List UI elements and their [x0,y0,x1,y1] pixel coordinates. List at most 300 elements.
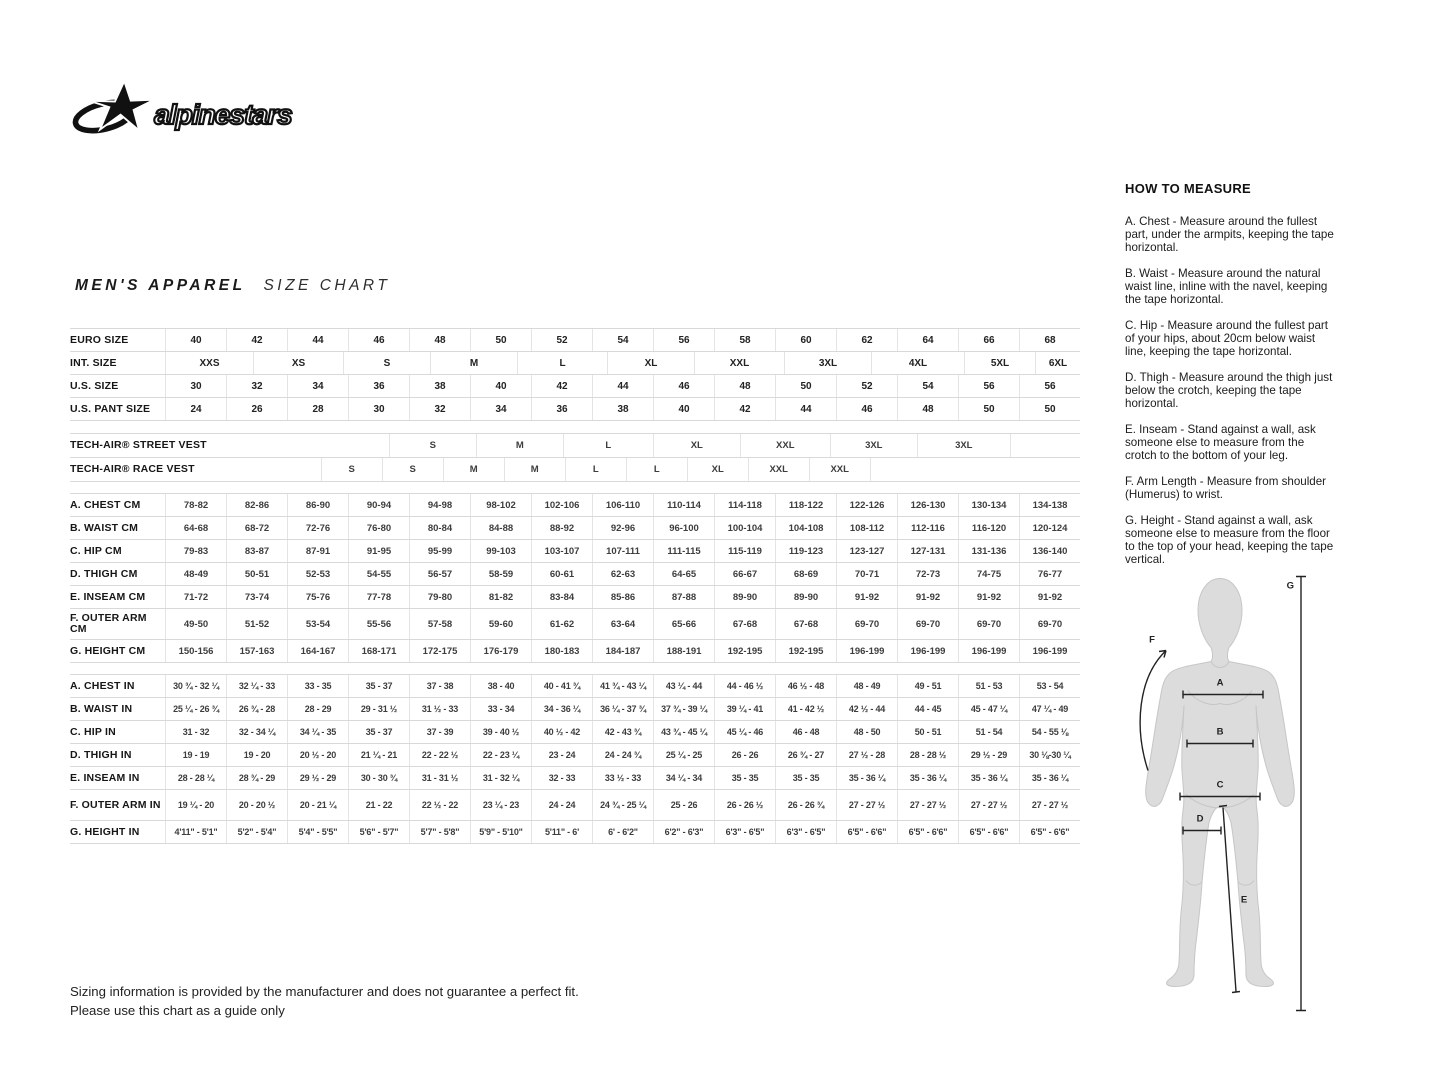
size-cell: 42 ½ - 44 [836,698,897,720]
size-cell: 19 - 19 [165,744,226,766]
measure-instruction-height: G. Height - Stand against a wall, ask someone else to measure from the floor to the top of your head, keeping the tape vertical. [1125,514,1334,566]
size-cell: 52-53 [287,563,348,585]
size-cell: 6'5" - 6'6" [958,821,1019,843]
size-cell: 33 ½ - 33 [592,767,653,789]
size-cell: 40 [470,375,531,397]
size-cell: 32 [409,398,470,420]
row-cells [165,767,1080,789]
row-label: F. OUTER ARM IN [70,798,161,811]
size-cell: 78-82 [165,494,226,516]
size-cell: 89-90 [775,586,836,608]
size-cell: 54-55 [348,563,409,585]
row-cells [165,586,1080,608]
row-label: TECH-AIR® RACE VEST [70,463,195,475]
size-cell: 19 ¼ - 20 [165,790,226,820]
size-cell: 157-163 [226,640,287,662]
row-label: B. WAIST IN [70,702,133,715]
size-cell: 104-108 [775,517,836,539]
size-cell: 31 ½ - 33 [409,698,470,720]
size-cell: S [389,434,476,457]
size-cell: 74-75 [958,563,1019,585]
size-cell: 46 [653,375,714,397]
row-label: U.S. PANT SIZE [70,402,151,415]
size-cell: 27 - 27 ½ [897,790,958,820]
size-cell: S [321,458,382,481]
size-cell: 44 - 46 ½ [714,675,775,697]
size-cell: 44 - 45 [897,698,958,720]
row-cells [165,517,1080,539]
size-cell: 122-126 [836,494,897,516]
size-cell: 28 - 28 ½ [897,744,958,766]
size-cell: 94-98 [409,494,470,516]
spacer-cell [1010,434,1126,457]
size-cell: XL [687,458,748,481]
size-cell: 66 [958,329,1019,351]
row-label: C. HIP IN [70,725,116,738]
size-cell: 131-136 [958,540,1019,562]
size-cell: 103-107 [531,540,592,562]
size-cell: 83-84 [531,586,592,608]
size-cell: 69-70 [1019,609,1080,639]
label-c: C [1216,779,1224,791]
size-cell: 35 - 35 [714,767,775,789]
row-cells [165,609,1080,639]
row-cells [165,375,1080,397]
size-cell: 111-115 [653,540,714,562]
size-cell: 73-74 [226,586,287,608]
size-cell: 62-63 [592,563,653,585]
size-cell: 77-78 [348,586,409,608]
size-cell: 30 ⅛-30 ¼ [1019,744,1080,766]
measure-instruction-arm: F. Arm Length - Measure from shoulder (Humerus) to wrist. [1125,475,1327,501]
size-cell: 50 [470,329,531,351]
alpinestars-star-icon [73,81,155,136]
table-row [70,721,1080,744]
page-title [75,277,390,295]
table-row [70,586,1080,609]
row-label: E. INSEAM CM [70,590,146,603]
size-cell: 4'11" - 5'1" [165,821,226,843]
size-cell: 44 [287,329,348,351]
size-cell: 26 - 26 ½ [714,790,775,820]
size-cell: 196-199 [897,640,958,662]
size-cell: 196-199 [836,640,897,662]
size-cell: 29 - 31 ½ [348,698,409,720]
size-cell: 110-114 [653,494,714,516]
size-cell: 90-94 [348,494,409,516]
size-cell: 25 ¼ - 26 ¾ [165,698,226,720]
size-cell: 127-131 [897,540,958,562]
size-cell: XL [653,434,740,457]
size-cell: 31 - 32 [165,721,226,743]
size-cell: 5'11" - 6' [531,821,592,843]
size-cell: 27 - 27 ½ [958,790,1019,820]
size-cell: 36 ¼ - 37 ¾ [592,698,653,720]
table-row [70,329,1080,352]
size-cell: 32 - 33 [531,767,592,789]
size-cell: 35 - 36 ¼ [1019,767,1080,789]
disclaimer [70,982,579,1020]
row-label: G. HEIGHT IN [70,825,140,838]
size-cell: 45 ¼ - 46 [714,721,775,743]
size-cell: 46 - 48 [775,721,836,743]
row-label: D. THIGH CM [70,567,138,580]
size-cell: 3XL [917,434,1010,457]
size-cell: 118-122 [775,494,836,516]
size-cell: 5'4" - 5'5" [287,821,348,843]
size-cell: 56 [1019,375,1080,397]
row-label: A. CHEST CM [70,498,141,511]
measure-instruction-hip: C. Hip - Measure around the fullest part of your hips, about 20cm below waist line, keeping the tape horizontal. [1125,319,1328,358]
table-row [70,563,1080,586]
size-cell: 52 [531,329,592,351]
size-cell: 46 [836,398,897,420]
size-cell: L [626,458,687,481]
size-cell: 62 [836,329,897,351]
size-cell: 91-92 [1019,586,1080,608]
size-cell: 28 - 28 ¼ [165,767,226,789]
size-cell: 96-100 [653,517,714,539]
measure-instruction-chest: A. Chest - Measure around the fullest part, under the armpits, keeping the tape horizontal. [1125,215,1334,254]
size-cell: 50-51 [226,563,287,585]
size-cell: 6'5" - 6'6" [836,821,897,843]
size-cell: 67-68 [775,609,836,639]
size-cell: 79-83 [165,540,226,562]
size-cell: 188-191 [653,640,714,662]
size-cell: 32 ¼ - 33 [226,675,287,697]
row-cells [165,398,1080,420]
size-cell: 65-66 [653,609,714,639]
size-cell: 99-103 [470,540,531,562]
row-cells [165,675,1080,697]
size-cell: 20 - 21 ¼ [287,790,348,820]
size-cell: 28 ¾ - 29 [226,767,287,789]
size-cell: 29 ½ - 29 [287,767,348,789]
size-cell: XXL [748,458,809,481]
row-cells [165,744,1080,766]
size-cell: 29 ½ - 29 [958,744,1019,766]
size-cell: 95-99 [409,540,470,562]
size-cell: 53-54 [287,609,348,639]
how-to-measure-heading: HOW TO MEASURE [1125,181,1252,196]
size-cell: 60-61 [531,563,592,585]
table-row [70,790,1080,821]
size-cell: XXL [694,352,784,374]
size-cell: 26 ¾ - 28 [226,698,287,720]
table-row [70,821,1080,844]
size-cell: 43 ¼ - 44 [653,675,714,697]
size-cell: 34 [470,398,531,420]
size-cell: 180-183 [531,640,592,662]
size-cell: 114-118 [714,494,775,516]
row-cells [165,563,1080,585]
size-cell: 6'3" - 6'5" [714,821,775,843]
row-label: INT. SIZE [70,356,117,369]
size-cell: 5'7" - 5'8" [409,821,470,843]
row-cells [165,721,1080,743]
row-cells [165,640,1080,662]
size-cell: 6XL [1035,352,1080,374]
size-cell: 33 - 34 [470,698,531,720]
size-cell: 46 ½ - 48 [775,675,836,697]
size-cell: 50 [958,398,1019,420]
size-cell: 63-64 [592,609,653,639]
size-cell: 39 ¼ - 41 [714,698,775,720]
size-cell: 54 [592,329,653,351]
table-row [70,744,1080,767]
logo-wordmark: alpinestars [154,99,292,130]
size-cell: 88-92 [531,517,592,539]
size-cell: 91-92 [958,586,1019,608]
size-cell: XXL [740,434,830,457]
size-cell: 87-91 [287,540,348,562]
size-cell: 27 ½ - 28 [836,744,897,766]
size-cell: 112-116 [897,517,958,539]
size-cell: 5'2" - 5'4" [226,821,287,843]
row-label: F. OUTER ARM CM [70,612,147,635]
size-cell: 35 - 35 [775,767,836,789]
row-label: C. HIP CM [70,544,122,557]
table-row [70,434,1080,458]
size-cell: 119-123 [775,540,836,562]
size-cell: 59-60 [470,609,531,639]
size-cell: 31 - 32 ¼ [470,767,531,789]
size-cell: 50 [775,375,836,397]
row-label: A. CHEST IN [70,679,135,692]
size-cell: 150-156 [165,640,226,662]
row-cells [165,698,1080,720]
size-cell: 164-167 [287,640,348,662]
row-cells [165,352,1080,374]
size-cell: 41 - 42 ½ [775,698,836,720]
size-cell: 37 ¾ - 39 ¼ [653,698,714,720]
size-cell: 48 [897,398,958,420]
size-cell: 19 - 20 [226,744,287,766]
size-cell: M [443,458,504,481]
title-sub: SIZE CHART [263,277,391,294]
size-cell: 39 - 40 ½ [470,721,531,743]
size-cell: 58-59 [470,563,531,585]
size-cell: 42 - 43 ¾ [592,721,653,743]
size-cell: 26 [226,398,287,420]
size-cell: 72-76 [287,517,348,539]
size-cell: 35 - 36 ¼ [897,767,958,789]
size-cell: 24 [165,398,226,420]
size-cell: 192-195 [775,640,836,662]
row-cells [165,329,1080,351]
size-cell: 32 - 34 ¼ [226,721,287,743]
size-cell: 56 [653,329,714,351]
size-cell: 192-195 [714,640,775,662]
row-cells [165,790,1080,820]
size-cell: 3XL [830,434,917,457]
size-cell: 48 [714,375,775,397]
table-block-in [70,674,1080,844]
row-cells [165,540,1080,562]
size-cell: 80-84 [409,517,470,539]
size-cell: L [563,434,653,457]
table-row [70,375,1080,398]
size-cell: 21 - 22 [348,790,409,820]
size-cell: 60 [775,329,836,351]
size-cell: 23 ¼ - 23 [470,790,531,820]
table-block-tech-air [70,433,1080,482]
spacer-cell [199,458,321,481]
table-row [70,540,1080,563]
size-cell: 54 - 55 ⅛ [1019,721,1080,743]
size-cell: 45 - 47 ¼ [958,698,1019,720]
height-line [1296,577,1306,1011]
size-cell: 196-199 [1019,640,1080,662]
size-cell: 42 [226,329,287,351]
size-cell: 34 - 36 ¼ [531,698,592,720]
spacer-cell [211,434,389,457]
size-cell: 6'2" - 6'3" [653,821,714,843]
size-cell: 35 - 36 ¼ [958,767,1019,789]
size-cell: 67-68 [714,609,775,639]
table-row [70,352,1080,375]
size-cell: 20 ½ - 20 [287,744,348,766]
size-cell: 136-140 [1019,540,1080,562]
size-cell: 168-171 [348,640,409,662]
size-cell: 30 [348,398,409,420]
row-cells [165,494,1080,516]
size-cell: 100-104 [714,517,775,539]
size-cell: 48 [409,329,470,351]
table-row [70,640,1080,663]
size-cell: 25 ¼ - 25 [653,744,714,766]
size-cell: 33 - 35 [287,675,348,697]
size-cell: 64-68 [165,517,226,539]
size-cell: 22 ½ - 22 [409,790,470,820]
row-cells [199,458,1114,481]
size-cell: 54 [897,375,958,397]
size-cell: 75-76 [287,586,348,608]
size-cell: XXS [165,352,253,374]
table-block-sizes [70,328,1080,421]
size-cell: 91-92 [897,586,958,608]
size-cell: 37 - 39 [409,721,470,743]
size-cell: 34 ¼ - 34 [653,767,714,789]
size-cell: 28 [287,398,348,420]
size-cell: 84-88 [470,517,531,539]
measure-instruction-inseam: E. Inseam - Stand against a wall, ask someone else to measure from the crotch to the bottom of your leg. [1125,423,1316,462]
size-cell: 30 ¾ - 32 ¼ [165,675,226,697]
size-cell: 68-69 [775,563,836,585]
row-label: D. THIGH IN [70,748,132,761]
size-cell: 91-95 [348,540,409,562]
size-cell: 55-56 [348,609,409,639]
size-cell: 172-175 [409,640,470,662]
label-e: E [1240,894,1248,906]
size-cell: S [343,352,430,374]
size-cell: 66-67 [714,563,775,585]
size-cell: 107-111 [592,540,653,562]
size-cell: 68-72 [226,517,287,539]
size-cell: 49-50 [165,609,226,639]
size-cell: 42 [531,375,592,397]
size-cell: M [476,434,563,457]
size-cell: 46 [348,329,409,351]
table-row [70,398,1080,421]
size-cell: 72-73 [897,563,958,585]
row-label: E. INSEAM IN [70,771,140,784]
size-cell: 40 ½ - 42 [531,721,592,743]
size-cell: 3XL [784,352,871,374]
size-cell: 51 - 53 [958,675,1019,697]
size-cell: 64 [897,329,958,351]
size-cell: 69-70 [958,609,1019,639]
table-row [70,517,1080,540]
size-cell: 83-87 [226,540,287,562]
size-cell: 35 - 36 ¼ [836,767,897,789]
size-cell: 50 [1019,398,1080,420]
size-cell: 50 - 51 [897,721,958,743]
size-cell: 92-96 [592,517,653,539]
size-cell: 30 [165,375,226,397]
size-cell: 82-86 [226,494,287,516]
size-cell: 30 - 30 ¾ [348,767,409,789]
size-cell: 5'9" - 5'10" [470,821,531,843]
size-cell: 35 - 37 [348,675,409,697]
size-cell: 69-70 [836,609,897,639]
size-cell: 49 - 51 [897,675,958,697]
size-cell: 35 - 37 [348,721,409,743]
size-cell: 61-62 [531,609,592,639]
size-cell: 40 [653,398,714,420]
size-cell: 68 [1019,329,1080,351]
size-cell: 27 - 27 ½ [1019,790,1080,820]
size-cell: 120-124 [1019,517,1080,539]
size-cell: 27 - 27 ½ [836,790,897,820]
size-cell: 24 - 24 ¾ [592,744,653,766]
row-label: TECH-AIR® STREET VEST [70,439,207,451]
size-cell: 106-110 [592,494,653,516]
size-cell: 184-187 [592,640,653,662]
size-cell: 53 - 54 [1019,675,1080,697]
size-cell: 56 [958,375,1019,397]
size-cell: 5XL [964,352,1035,374]
measure-instruction-waist: B. Waist - Measure around the natural waist line, inline with the navel, keeping the tape horizontal. [1125,267,1328,306]
size-cell: 6'5" - 6'6" [1019,821,1080,843]
size-cell: 40 - 41 ¾ [531,675,592,697]
table-row [70,767,1080,790]
size-cell: 91-92 [836,586,897,608]
size-cell: 89-90 [714,586,775,608]
size-cell: 115-119 [714,540,775,562]
disclaimer-line-1: Sizing information is provided by the manufacturer and does not guarantee a perfect fit. [70,984,579,999]
size-cell: 196-199 [958,640,1019,662]
size-cell: XL [607,352,694,374]
size-cell: 130-134 [958,494,1019,516]
label-g: G [1286,580,1294,592]
size-cell: 71-72 [165,586,226,608]
size-cell: 38 [409,375,470,397]
measure-instruction-thigh: D. Thigh - Measure around the thigh just below the crotch, keeping the tape horizontal. [1125,371,1333,410]
size-cell: 38 [592,398,653,420]
label-b: B [1216,726,1224,738]
how-to-measure-panel [1125,181,1337,579]
size-cell: S [382,458,443,481]
size-cell: 22 - 23 ¼ [470,744,531,766]
size-cell: 85-86 [592,586,653,608]
size-cell: 44 [775,398,836,420]
size-cell: 64-65 [653,563,714,585]
size-cell: 56-57 [409,563,470,585]
size-cell: 69-70 [897,609,958,639]
table-row [70,609,1080,640]
label-a: A [1216,677,1224,689]
